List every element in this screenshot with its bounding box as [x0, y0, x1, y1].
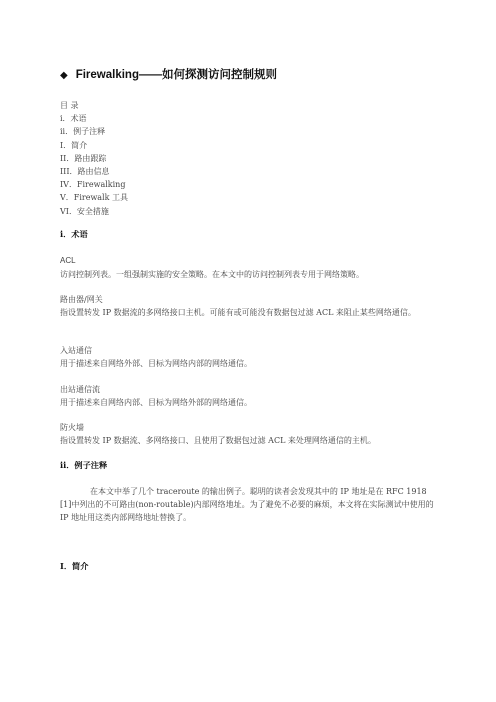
section-heading-terms: i．术语: [60, 229, 88, 239]
toc-item: II．路由跟踪: [60, 153, 107, 163]
section-heading-intro: I．简介: [60, 561, 89, 571]
definition-router: 指设置转发 IP 数据流的多网络接口主机。可能有或可能没有数据包过滤 ACL 来阻止某些网络通信。: [60, 308, 416, 317]
definition-acl: 访问控制列表。一组强制实施的安全策略。在本文中的访问控制列表专用于网络策略。: [60, 270, 364, 279]
diamond-bullet-icon: ◆: [60, 70, 68, 81]
term-outbound: 出站通信流: [60, 385, 100, 394]
definition-inbound: 用于描述来自网络外部、目标为网络内部的网络通信。: [60, 359, 252, 368]
term-router: 路由器/网关: [60, 295, 103, 304]
toc-item: IV．Firewalking: [60, 180, 126, 190]
toc-item: i．术语: [60, 114, 87, 124]
toc-item: I．简介: [60, 140, 88, 150]
section-heading-examples: ii．例子注释: [60, 460, 108, 470]
toc-item: III．路由信息: [60, 167, 110, 177]
term-inbound: 入站通信: [60, 346, 92, 355]
examples-paragraph: 在本文中举了几个 traceroute 的输出例子。聪明的读者会发现其中的 IP 地址是在 RFC 1918 [1]中列出的不可路由(non-routable)内部网络地址。为了避免不必要的麻烦，本文将在实际测试中使用的 IP 地址用这类内部网络地址替换了。: [60, 487, 434, 522]
definition-outbound: 用于描述来自网络内部、目标为网络外部的网络通信。: [60, 398, 252, 407]
toc-item: VI．安全措施: [60, 206, 109, 216]
toc-item: V．Firewalk 工具: [60, 193, 129, 203]
toc-item: ii．例子注释: [60, 127, 106, 137]
table-of-contents: [60, 99, 128, 218]
term-acl: ACL: [60, 256, 76, 265]
definition-firewall: 指设置转发 IP 数据流、多网络接口、且使用了数据包过滤 ACL 来处理网络通信的主机。: [60, 436, 376, 445]
term-firewall: 防火墙: [60, 423, 84, 432]
document-title-text: Firewalking——如何探测访问控制规则: [75, 69, 277, 81]
toc-heading: 目 录: [60, 101, 79, 110]
document-title: [60, 66, 277, 82]
